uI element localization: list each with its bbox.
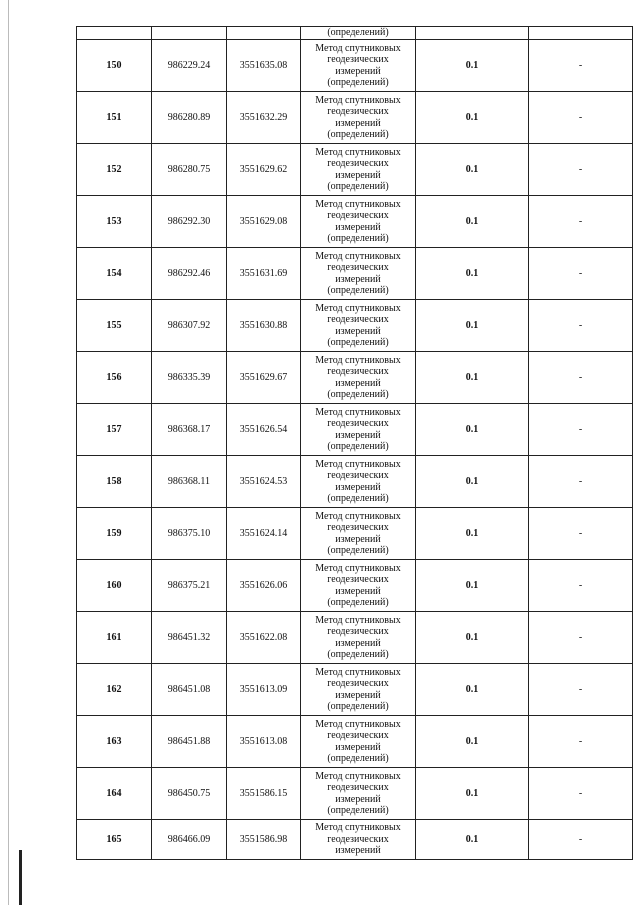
description-cell: - — [529, 352, 633, 404]
y-coordinate-cell: 3551632.29 — [227, 92, 301, 144]
accuracy-cell: 0.1 — [416, 768, 529, 820]
description-cell: - — [529, 560, 633, 612]
accuracy-cell — [416, 27, 529, 40]
accuracy-cell: 0.1 — [416, 404, 529, 456]
x-coordinate-cell: 986451.88 — [152, 716, 227, 768]
x-coordinate-cell: 986335.39 — [152, 352, 227, 404]
y-coordinate-cell: 3551622.08 — [227, 612, 301, 664]
y-coordinate-cell: 3551613.08 — [227, 716, 301, 768]
method-line: измерений — [335, 65, 381, 77]
description-cell: - — [529, 664, 633, 716]
method-line: измерений — [335, 585, 381, 597]
y-coordinate-cell: 3551586.15 — [227, 768, 301, 820]
table-row — [77, 456, 633, 508]
method-line: геодезических — [327, 574, 389, 585]
accuracy-cell: 0.1 — [416, 248, 529, 300]
y-coordinate-cell: 3551626.54 — [227, 404, 301, 456]
y-coordinate-cell: 3551631.69 — [227, 248, 301, 300]
point-number-cell: 150 — [77, 40, 152, 92]
method-line: геодезических — [327, 833, 389, 845]
method-line: (определений) — [327, 233, 389, 244]
method-line: Метод спутниковых — [315, 406, 401, 418]
method-cell — [301, 768, 416, 820]
point-number-cell: 160 — [77, 560, 152, 612]
point-number-cell: 152 — [77, 144, 152, 196]
scan-edge-line — [8, 0, 9, 905]
point-number-cell: 151 — [77, 92, 152, 144]
accuracy-cell: 0.1 — [416, 508, 529, 560]
x-coordinate-cell — [152, 27, 227, 40]
accuracy-cell: 0.1 — [416, 40, 529, 92]
method-line: Метод спутниковых — [315, 198, 401, 210]
y-coordinate-cell: 3551624.14 — [227, 508, 301, 560]
method-cell — [301, 820, 416, 860]
method-line: (определений) — [327, 337, 389, 348]
table-row — [77, 560, 633, 612]
method-line: геодезических — [327, 314, 389, 325]
method-line: измерений — [335, 325, 381, 337]
method-line: (определений) — [327, 545, 389, 556]
accuracy-cell: 0.1 — [416, 820, 529, 860]
y-coordinate-cell: 3551624.53 — [227, 456, 301, 508]
method-cell — [301, 92, 416, 144]
method-line: (определений) — [327, 389, 389, 400]
method-line: Метод спутниковых — [315, 94, 401, 106]
method-cell — [301, 716, 416, 768]
method-line: измерений — [335, 689, 381, 701]
table-row — [77, 716, 633, 768]
method-cell — [301, 300, 416, 352]
y-coordinate-cell: 3551629.08 — [227, 196, 301, 248]
description-cell: - — [529, 196, 633, 248]
method-line: геодезических — [327, 626, 389, 637]
x-coordinate-cell: 986292.30 — [152, 196, 227, 248]
x-coordinate-cell: 986375.10 — [152, 508, 227, 560]
method-line: геодезических — [327, 730, 389, 741]
y-coordinate-cell: 3551626.06 — [227, 560, 301, 612]
description-cell: - — [529, 404, 633, 456]
point-number-cell: 159 — [77, 508, 152, 560]
table-row — [77, 248, 633, 300]
method-line: геодезических — [327, 470, 389, 481]
accuracy-cell: 0.1 — [416, 716, 529, 768]
accuracy-cell: 0.1 — [416, 144, 529, 196]
method-line: Метод спутниковых — [315, 458, 401, 470]
method-line: измерений — [335, 845, 381, 857]
method-line: геодезических — [327, 210, 389, 221]
description-cell: - — [529, 40, 633, 92]
method-line: (определений) — [327, 441, 389, 452]
method-line: измерений — [335, 637, 381, 649]
method-cell — [301, 404, 416, 456]
point-number-cell: 156 — [77, 352, 152, 404]
x-coordinate-cell: 986280.89 — [152, 92, 227, 144]
description-cell: - — [529, 144, 633, 196]
method-line: Метод спутниковых — [315, 510, 401, 522]
accuracy-cell: 0.1 — [416, 560, 529, 612]
method-line: геодезических — [327, 366, 389, 377]
method-line: (определений) — [327, 701, 389, 712]
method-line: (определений) — [327, 181, 389, 192]
table-row — [77, 612, 633, 664]
description-cell: - — [529, 456, 633, 508]
method-line: Метод спутниковых — [315, 822, 401, 834]
accuracy-cell: 0.1 — [416, 352, 529, 404]
method-line: измерений — [335, 741, 381, 753]
method-cell — [301, 27, 416, 40]
method-cell — [301, 248, 416, 300]
method-line: (определений) — [327, 753, 389, 764]
table-row — [77, 196, 633, 248]
method-line: Метод спутниковых — [315, 146, 401, 158]
table-row — [77, 508, 633, 560]
point-number-cell: 165 — [77, 820, 152, 860]
x-coordinate-cell: 986292.46 — [152, 248, 227, 300]
point-number-cell — [77, 27, 152, 40]
y-coordinate-cell: 3551635.08 — [227, 40, 301, 92]
coordinates-table-body — [77, 27, 633, 860]
method-line: Метод спутниковых — [315, 718, 401, 730]
method-line: измерений — [335, 377, 381, 389]
method-line: геодезических — [327, 158, 389, 169]
method-line: Метод спутниковых — [315, 302, 401, 314]
method-line: геодезических — [327, 522, 389, 533]
method-cell — [301, 456, 416, 508]
method-cell — [301, 144, 416, 196]
point-number-cell: 162 — [77, 664, 152, 716]
point-number-cell: 153 — [77, 196, 152, 248]
accuracy-cell: 0.1 — [416, 196, 529, 248]
y-coordinate-cell: 3551629.67 — [227, 352, 301, 404]
point-number-cell: 158 — [77, 456, 152, 508]
table-row — [77, 92, 633, 144]
x-coordinate-cell: 986307.92 — [152, 300, 227, 352]
method-cell — [301, 612, 416, 664]
method-line: (определений) — [327, 27, 389, 39]
x-coordinate-cell: 986451.08 — [152, 664, 227, 716]
method-cell — [301, 560, 416, 612]
method-line: (определений) — [327, 77, 389, 88]
point-number-cell: 154 — [77, 248, 152, 300]
description-cell: - — [529, 612, 633, 664]
method-line: Метод спутниковых — [315, 562, 401, 574]
method-line: (определений) — [327, 649, 389, 660]
accuracy-cell: 0.1 — [416, 612, 529, 664]
method-cell — [301, 40, 416, 92]
method-cell — [301, 196, 416, 248]
x-coordinate-cell: 986450.75 — [152, 768, 227, 820]
coordinates-table — [76, 26, 633, 860]
table-row-continuation — [77, 27, 633, 40]
description-cell: - — [529, 820, 633, 860]
accuracy-cell: 0.1 — [416, 456, 529, 508]
point-number-cell: 157 — [77, 404, 152, 456]
method-line: измерений — [335, 793, 381, 805]
point-number-cell: 164 — [77, 768, 152, 820]
x-coordinate-cell: 986375.21 — [152, 560, 227, 612]
table-row — [77, 768, 633, 820]
description-cell: - — [529, 508, 633, 560]
method-line: (определений) — [327, 493, 389, 504]
y-coordinate-cell: 3551613.09 — [227, 664, 301, 716]
x-coordinate-cell: 986368.17 — [152, 404, 227, 456]
description-cell: - — [529, 768, 633, 820]
description-cell: - — [529, 92, 633, 144]
method-line: Метод спутниковых — [315, 354, 401, 366]
method-line: Метод спутниковых — [315, 250, 401, 262]
method-line: измерений — [335, 429, 381, 441]
accuracy-cell: 0.1 — [416, 92, 529, 144]
point-number-cell: 163 — [77, 716, 152, 768]
method-line: (определений) — [327, 285, 389, 296]
table-row — [77, 404, 633, 456]
method-cell — [301, 508, 416, 560]
method-line: измерений — [335, 533, 381, 545]
method-line: Метод спутниковых — [315, 42, 401, 54]
x-coordinate-cell: 986229.24 — [152, 40, 227, 92]
method-line: геодезических — [327, 262, 389, 273]
table-row — [77, 40, 633, 92]
method-line: Метод спутниковых — [315, 770, 401, 782]
description-cell — [529, 27, 633, 40]
method-line: (определений) — [327, 805, 389, 816]
method-line: Метод спутниковых — [315, 666, 401, 678]
x-coordinate-cell: 986368.11 — [152, 456, 227, 508]
method-cell — [301, 352, 416, 404]
table-row — [77, 820, 633, 860]
y-coordinate-cell — [227, 27, 301, 40]
method-line: измерений — [335, 481, 381, 493]
method-line: геодезических — [327, 678, 389, 689]
method-line: (определений) — [327, 597, 389, 608]
accuracy-cell: 0.1 — [416, 664, 529, 716]
description-cell: - — [529, 248, 633, 300]
method-cell — [301, 664, 416, 716]
scan-edge-mark — [19, 850, 22, 905]
method-line: измерений — [335, 273, 381, 285]
method-line: геодезических — [327, 106, 389, 117]
table-row — [77, 144, 633, 196]
x-coordinate-cell: 986466.09 — [152, 820, 227, 860]
y-coordinate-cell: 3551630.88 — [227, 300, 301, 352]
method-line: измерений — [335, 117, 381, 129]
method-line: геодезических — [327, 54, 389, 65]
accuracy-cell: 0.1 — [416, 300, 529, 352]
method-line: Метод спутниковых — [315, 614, 401, 626]
table-row — [77, 300, 633, 352]
y-coordinate-cell: 3551586.98 — [227, 820, 301, 860]
method-line: геодезических — [327, 418, 389, 429]
point-number-cell: 161 — [77, 612, 152, 664]
y-coordinate-cell: 3551629.62 — [227, 144, 301, 196]
point-number-cell: 155 — [77, 300, 152, 352]
table-row — [77, 352, 633, 404]
method-line: геодезических — [327, 782, 389, 793]
description-cell: - — [529, 716, 633, 768]
method-line: (определений) — [327, 129, 389, 140]
description-cell: - — [529, 300, 633, 352]
method-line: измерений — [335, 221, 381, 233]
table-row — [77, 664, 633, 716]
x-coordinate-cell: 986280.75 — [152, 144, 227, 196]
x-coordinate-cell: 986451.32 — [152, 612, 227, 664]
method-line: измерений — [335, 169, 381, 181]
